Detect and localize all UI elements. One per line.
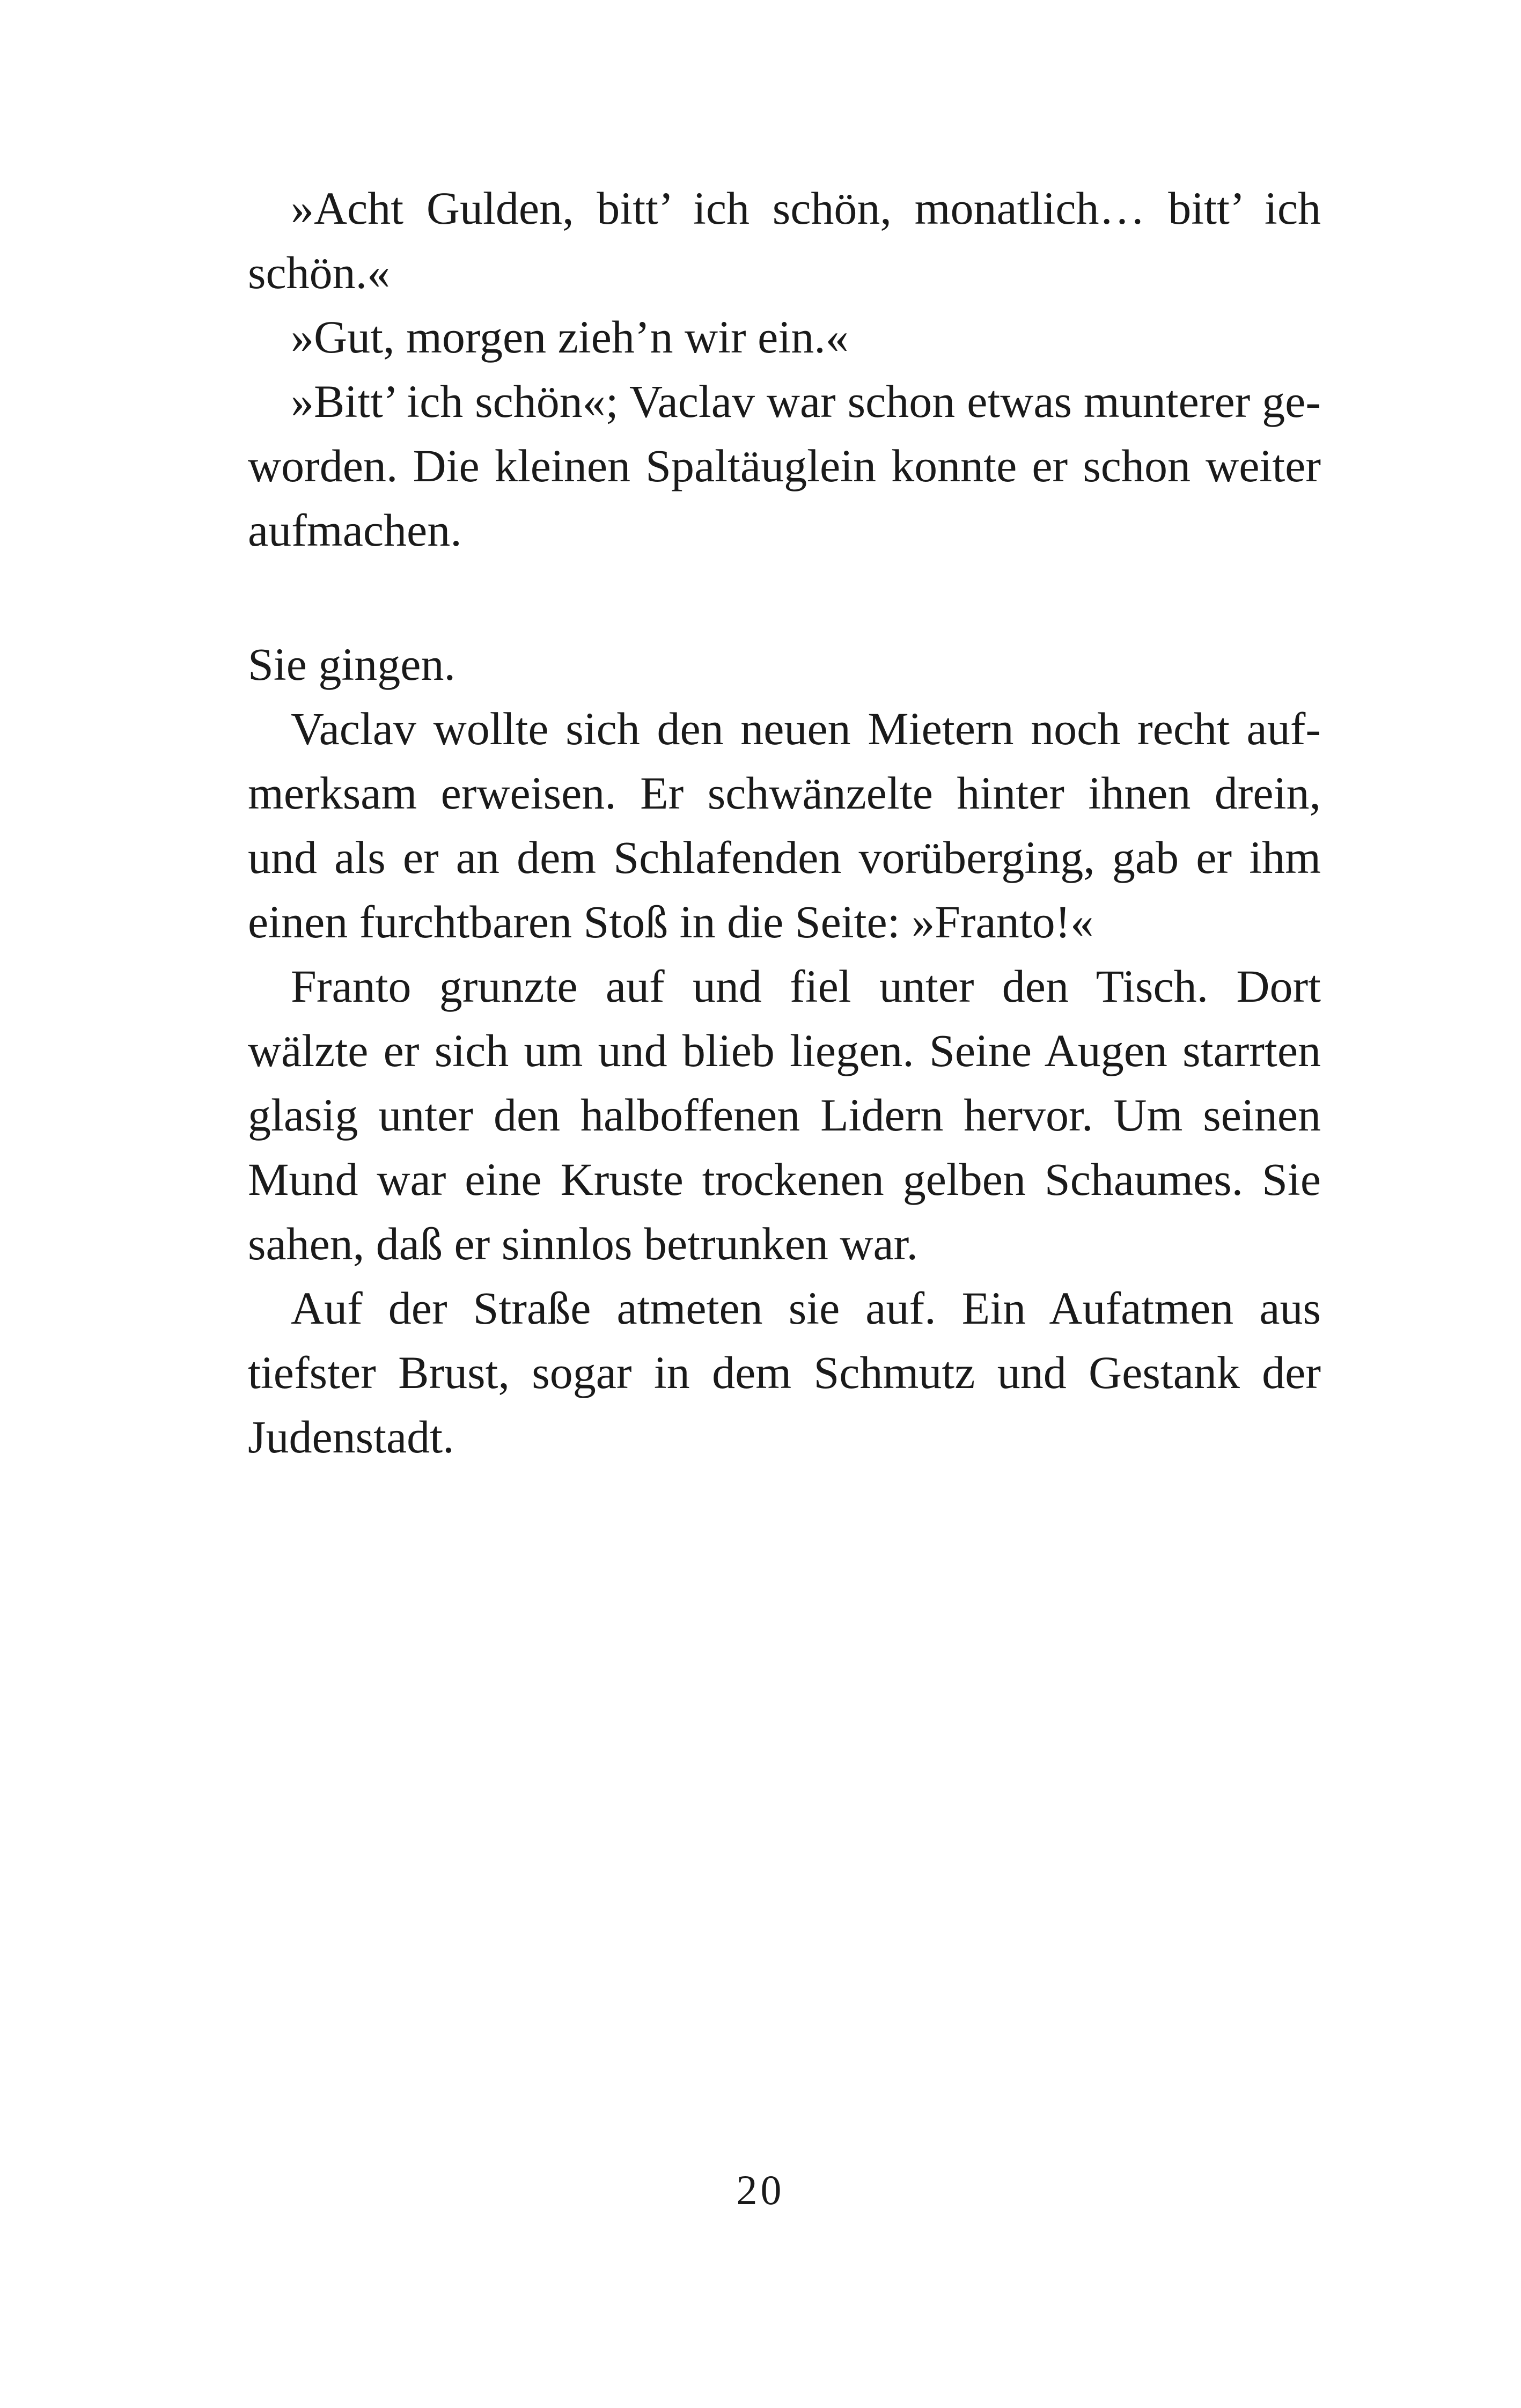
text-line: tiefster Brust, sogar in dem Schmutz und Gestank der bbox=[248, 1347, 1321, 1398]
text-line: Vaclav wollte sich den neuen Mietern noch recht auf- bbox=[291, 703, 1321, 754]
page-number: 20 bbox=[736, 2167, 785, 2213]
text-line: Franto grunzte auf und fiel unter den Tisch. Dort bbox=[291, 960, 1321, 1012]
text-line: worden. Die kleinen Spaltäuglein konnte er schon weiter bbox=[248, 440, 1321, 491]
text-line: »Acht Gulden, bitt’ ich schön, monatlich… bitt’ ich bbox=[291, 182, 1321, 234]
text-line: glasig unter den halboffenen Lidern hervor. Um seinen bbox=[248, 1089, 1321, 1141]
text-line: Auf der Straße atmeten sie auf. Ein Aufatmen aus bbox=[291, 1282, 1321, 1334]
text-line: Judenstadt. bbox=[248, 1411, 454, 1463]
text-line: merksam erweisen. Er schwänzelte hinter ihnen drein, bbox=[248, 767, 1321, 819]
text-line: sahen, daß er sinnlos betrunken war. bbox=[248, 1218, 919, 1269]
text-line: Mund war eine Kruste trockenen gelben Schaumes. Sie bbox=[248, 1154, 1321, 1205]
text-line: »Gut, morgen zieh’n wir ein.« bbox=[291, 311, 849, 363]
text-line: wälzte er sich um und blieb liegen. Seine Augen starrten bbox=[248, 1025, 1321, 1076]
text-line: aufmachen. bbox=[248, 504, 462, 556]
text-line: und als er an dem Schlafenden vorüberging, gab er ihm bbox=[248, 832, 1321, 883]
text-line: schön.« bbox=[248, 247, 391, 298]
text-line: einen furchtbaren Stoß in die Seite: »Franto!« bbox=[248, 896, 1094, 948]
text-line: »Bitt’ ich schön«; Vaclav war schon etwas munterer ge- bbox=[291, 376, 1321, 427]
text-line: Sie gingen. bbox=[248, 638, 455, 690]
